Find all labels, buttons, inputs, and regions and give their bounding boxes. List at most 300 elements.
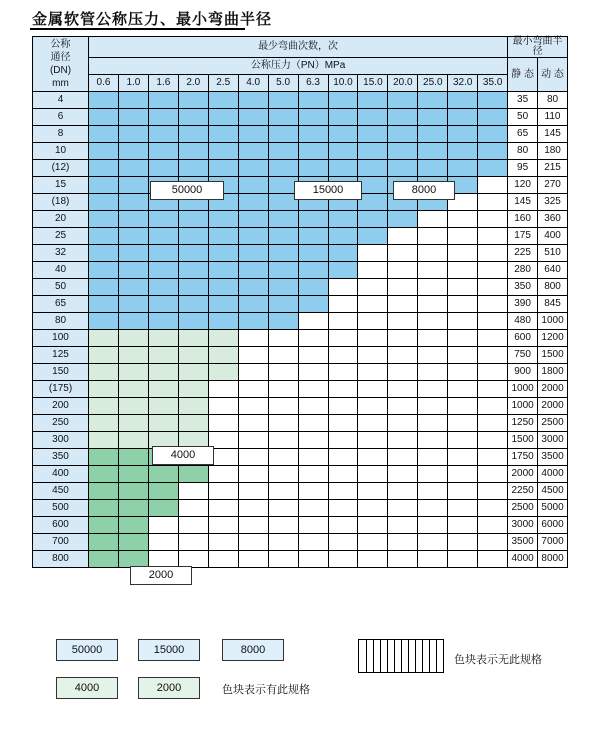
matrix-cell bbox=[388, 432, 418, 449]
hatch-line bbox=[373, 640, 374, 672]
matrix-cell bbox=[448, 500, 478, 517]
legend-item-50000: 50000 bbox=[56, 639, 118, 661]
matrix-cell bbox=[148, 126, 178, 143]
dynamic-radius-value: 1800 bbox=[538, 364, 568, 381]
pressure-header-15.0: 15.0 bbox=[358, 75, 388, 92]
matrix-cell bbox=[328, 517, 358, 534]
matrix-cell bbox=[478, 211, 508, 228]
dynamic-radius-value: 3500 bbox=[538, 449, 568, 466]
matrix-cell bbox=[298, 92, 328, 109]
matrix-cell bbox=[238, 109, 268, 126]
matrix-cell bbox=[448, 279, 478, 296]
matrix-cell bbox=[328, 364, 358, 381]
matrix-cell bbox=[148, 551, 178, 568]
matrix-cell bbox=[358, 160, 388, 177]
radius-dynamic-header: 动 态 bbox=[538, 58, 568, 92]
matrix-cell bbox=[448, 381, 478, 398]
matrix-cell bbox=[208, 534, 238, 551]
matrix-cell bbox=[148, 313, 178, 330]
matrix-cell bbox=[448, 347, 478, 364]
matrix-cell bbox=[478, 245, 508, 262]
pressure-header-2.0: 2.0 bbox=[178, 75, 208, 92]
static-radius-value: 900 bbox=[508, 364, 538, 381]
matrix-cell bbox=[358, 347, 388, 364]
matrix-cell bbox=[388, 381, 418, 398]
static-radius-value: 1250 bbox=[508, 415, 538, 432]
matrix-cell bbox=[238, 245, 268, 262]
dynamic-radius-value: 6000 bbox=[538, 517, 568, 534]
matrix-cell bbox=[478, 398, 508, 415]
matrix-cell bbox=[178, 126, 208, 143]
dynamic-radius-value: 1500 bbox=[538, 347, 568, 364]
matrix-cell bbox=[388, 364, 418, 381]
matrix-cell bbox=[298, 466, 328, 483]
matrix-cell bbox=[358, 296, 388, 313]
matrix-cell bbox=[178, 245, 208, 262]
matrix-cell bbox=[268, 313, 298, 330]
dn-value: 25 bbox=[33, 228, 89, 245]
matrix-cell bbox=[118, 279, 148, 296]
matrix-cell bbox=[208, 126, 238, 143]
matrix-cell bbox=[478, 160, 508, 177]
matrix-cell bbox=[118, 551, 148, 568]
pressure-header-35.0: 35.0 bbox=[478, 75, 508, 92]
matrix-cell bbox=[448, 398, 478, 415]
matrix-cell bbox=[298, 279, 328, 296]
matrix-cell bbox=[118, 415, 148, 432]
matrix-cell bbox=[208, 211, 238, 228]
matrix-cell bbox=[118, 534, 148, 551]
matrix-cell bbox=[118, 160, 148, 177]
matrix-cell bbox=[178, 279, 208, 296]
matrix-cell bbox=[178, 143, 208, 160]
dynamic-radius-value: 1000 bbox=[538, 313, 568, 330]
table-row bbox=[33, 483, 568, 500]
matrix-cell bbox=[448, 466, 478, 483]
matrix-cell bbox=[388, 92, 418, 109]
matrix-cell bbox=[298, 364, 328, 381]
matrix-cell bbox=[238, 551, 268, 568]
dn-header-cell bbox=[33, 37, 89, 92]
matrix-cell bbox=[148, 262, 178, 279]
matrix-cell bbox=[358, 330, 388, 347]
matrix-cell bbox=[388, 160, 418, 177]
pressure-header-20.0: 20.0 bbox=[388, 75, 418, 92]
matrix-cell bbox=[148, 415, 178, 432]
matrix-cell bbox=[358, 500, 388, 517]
hatch-line bbox=[429, 640, 430, 672]
dynamic-radius-value: 110 bbox=[538, 109, 568, 126]
matrix-cell bbox=[448, 126, 478, 143]
matrix-cell bbox=[238, 262, 268, 279]
matrix-cell bbox=[328, 211, 358, 228]
matrix-cell bbox=[238, 194, 268, 211]
matrix-cell bbox=[478, 109, 508, 126]
header-row-3 bbox=[33, 75, 568, 92]
matrix-cell bbox=[89, 262, 119, 279]
matrix-cell bbox=[418, 466, 448, 483]
dn-header-line-1: 公称 bbox=[50, 39, 71, 50]
matrix-cell bbox=[418, 551, 448, 568]
matrix-cell bbox=[148, 398, 178, 415]
matrix-cell bbox=[418, 313, 448, 330]
matrix-cell bbox=[418, 347, 448, 364]
matrix-cell bbox=[268, 500, 298, 517]
matrix-cell bbox=[328, 126, 358, 143]
matrix-cell bbox=[328, 109, 358, 126]
matrix-cell bbox=[268, 381, 298, 398]
matrix-cell bbox=[358, 194, 388, 211]
static-radius-value: 4000 bbox=[508, 551, 538, 568]
table-body bbox=[33, 92, 568, 568]
static-radius-value: 160 bbox=[508, 211, 538, 228]
matrix-cell bbox=[148, 296, 178, 313]
dn-header-line-3: (DN) bbox=[49, 65, 72, 76]
matrix-cell bbox=[178, 160, 208, 177]
static-radius-value: 3500 bbox=[508, 534, 538, 551]
matrix-cell bbox=[478, 262, 508, 279]
dynamic-radius-value: 5000 bbox=[538, 500, 568, 517]
pressure-header-32.0: 32.0 bbox=[448, 75, 478, 92]
matrix-cell bbox=[118, 449, 148, 466]
static-radius-value: 35 bbox=[508, 92, 538, 109]
matrix-cell bbox=[118, 211, 148, 228]
matrix-cell bbox=[418, 228, 448, 245]
table-head bbox=[33, 37, 568, 92]
matrix-cell bbox=[448, 449, 478, 466]
matrix-cell bbox=[478, 194, 508, 211]
matrix-cell bbox=[478, 500, 508, 517]
pressure-header-1.0: 1.0 bbox=[118, 75, 148, 92]
dynamic-radius-value: 640 bbox=[538, 262, 568, 279]
matrix-cell bbox=[358, 126, 388, 143]
static-radius-value: 280 bbox=[508, 262, 538, 279]
matrix-cell bbox=[418, 398, 448, 415]
matrix-cell bbox=[208, 143, 238, 160]
matrix-cell bbox=[298, 449, 328, 466]
matrix-cell bbox=[328, 160, 358, 177]
matrix-cell bbox=[478, 551, 508, 568]
matrix-cell bbox=[118, 364, 148, 381]
spec-table bbox=[32, 36, 568, 568]
matrix-cell bbox=[448, 415, 478, 432]
matrix-cell bbox=[89, 228, 119, 245]
matrix-cell bbox=[388, 449, 418, 466]
matrix-cell bbox=[89, 313, 119, 330]
matrix-cell bbox=[448, 330, 478, 347]
table-row bbox=[33, 143, 568, 160]
matrix-cell bbox=[118, 500, 148, 517]
matrix-cell bbox=[418, 500, 448, 517]
hatch-line bbox=[408, 640, 409, 672]
matrix-cell bbox=[118, 466, 148, 483]
matrix-cell bbox=[298, 500, 328, 517]
matrix-cell bbox=[148, 517, 178, 534]
matrix-cell bbox=[208, 228, 238, 245]
static-radius-value: 600 bbox=[508, 330, 538, 347]
matrix-cell bbox=[118, 228, 148, 245]
matrix-cell bbox=[328, 466, 358, 483]
matrix-cell bbox=[478, 466, 508, 483]
matrix-cell bbox=[418, 381, 448, 398]
static-radius-value: 175 bbox=[508, 228, 538, 245]
matrix-cell bbox=[448, 228, 478, 245]
dynamic-radius-value: 325 bbox=[538, 194, 568, 211]
matrix-cell bbox=[478, 483, 508, 500]
dynamic-radius-value: 400 bbox=[538, 228, 568, 245]
matrix-cell bbox=[298, 381, 328, 398]
matrix-cell bbox=[358, 279, 388, 296]
matrix-cell bbox=[358, 245, 388, 262]
matrix-cell bbox=[89, 398, 119, 415]
matrix-cell bbox=[118, 296, 148, 313]
matrix-cell bbox=[208, 347, 238, 364]
radius-static-header: 静 态 bbox=[508, 58, 538, 92]
matrix-cell bbox=[298, 483, 328, 500]
matrix-cell bbox=[208, 109, 238, 126]
matrix-cell bbox=[238, 364, 268, 381]
matrix-cell bbox=[148, 228, 178, 245]
matrix-cell bbox=[418, 517, 448, 534]
matrix-cell bbox=[448, 517, 478, 534]
matrix-cell bbox=[298, 330, 328, 347]
matrix-cell bbox=[89, 330, 119, 347]
dn-value: 10 bbox=[33, 143, 89, 160]
matrix-cell bbox=[298, 432, 328, 449]
matrix-cell bbox=[358, 364, 388, 381]
dynamic-radius-value: 360 bbox=[538, 211, 568, 228]
matrix-cell bbox=[358, 432, 388, 449]
dynamic-radius-value: 80 bbox=[538, 92, 568, 109]
matrix-cell bbox=[418, 330, 448, 347]
hatch-line bbox=[394, 640, 395, 672]
matrix-cell bbox=[148, 500, 178, 517]
matrix-cell bbox=[268, 551, 298, 568]
dn-value: 200 bbox=[33, 398, 89, 415]
dn-value: 4 bbox=[33, 92, 89, 109]
matrix-cell bbox=[118, 313, 148, 330]
matrix-cell bbox=[418, 415, 448, 432]
matrix-cell bbox=[238, 160, 268, 177]
matrix-cell bbox=[178, 262, 208, 279]
matrix-cell bbox=[268, 279, 298, 296]
matrix-cell bbox=[388, 228, 418, 245]
matrix-cell bbox=[268, 398, 298, 415]
matrix-cell bbox=[328, 228, 358, 245]
matrix-cell bbox=[418, 449, 448, 466]
dn-value: (18) bbox=[33, 194, 89, 211]
legend bbox=[32, 635, 568, 715]
matrix-cell bbox=[148, 466, 178, 483]
matrix-cell bbox=[478, 415, 508, 432]
matrix-cell bbox=[238, 381, 268, 398]
matrix-cell bbox=[148, 245, 178, 262]
matrix-cell bbox=[388, 279, 418, 296]
matrix-cell bbox=[328, 483, 358, 500]
matrix-cell bbox=[89, 415, 119, 432]
matrix-cell bbox=[388, 313, 418, 330]
matrix-cell bbox=[208, 381, 238, 398]
matrix-cell bbox=[388, 262, 418, 279]
dn-value: 40 bbox=[33, 262, 89, 279]
matrix-cell bbox=[328, 432, 358, 449]
matrix-cell bbox=[178, 347, 208, 364]
table-row bbox=[33, 245, 568, 262]
matrix-cell bbox=[208, 500, 238, 517]
dynamic-radius-value: 2000 bbox=[538, 398, 568, 415]
dn-value: 700 bbox=[33, 534, 89, 551]
matrix-cell bbox=[208, 483, 238, 500]
matrix-cell bbox=[238, 92, 268, 109]
matrix-cell bbox=[418, 245, 448, 262]
dynamic-radius-value: 270 bbox=[538, 177, 568, 194]
matrix-cell bbox=[268, 517, 298, 534]
matrix-cell bbox=[388, 126, 418, 143]
matrix-cell bbox=[118, 347, 148, 364]
legend-item-8000: 8000 bbox=[222, 639, 284, 661]
dn-value: (175) bbox=[33, 381, 89, 398]
radius-header: 最小弯曲半径 bbox=[508, 37, 568, 58]
matrix-cell bbox=[268, 126, 298, 143]
matrix-cell bbox=[388, 211, 418, 228]
matrix-cell bbox=[208, 330, 238, 347]
table-row bbox=[33, 534, 568, 551]
matrix-cell bbox=[418, 109, 448, 126]
dn-value: 450 bbox=[33, 483, 89, 500]
matrix-cell bbox=[418, 92, 448, 109]
dn-value: 50 bbox=[33, 279, 89, 296]
hatch-line bbox=[366, 640, 367, 672]
hatch-line bbox=[380, 640, 381, 672]
title-underline bbox=[30, 28, 245, 30]
dynamic-radius-value: 180 bbox=[538, 143, 568, 160]
matrix-cell bbox=[328, 415, 358, 432]
matrix-cell bbox=[89, 381, 119, 398]
dn-value: 350 bbox=[33, 449, 89, 466]
overlay-label-50000: 50000 bbox=[150, 181, 224, 200]
matrix-cell bbox=[358, 415, 388, 432]
matrix-cell bbox=[478, 449, 508, 466]
matrix-cell bbox=[268, 296, 298, 313]
matrix-cell bbox=[298, 262, 328, 279]
static-radius-value: 750 bbox=[508, 347, 538, 364]
matrix-cell bbox=[118, 245, 148, 262]
hatch-line bbox=[436, 640, 437, 672]
matrix-cell bbox=[178, 483, 208, 500]
table-row bbox=[33, 330, 568, 347]
matrix-cell bbox=[478, 313, 508, 330]
matrix-cell bbox=[448, 432, 478, 449]
matrix-cell bbox=[358, 381, 388, 398]
dn-header-line-2: 通径 bbox=[50, 52, 71, 63]
matrix-cell bbox=[268, 245, 298, 262]
overlay-label-4000: 4000 bbox=[152, 446, 214, 465]
dynamic-radius-value: 3000 bbox=[538, 432, 568, 449]
matrix-cell bbox=[298, 245, 328, 262]
table-row bbox=[33, 466, 568, 483]
matrix-cell bbox=[478, 381, 508, 398]
matrix-cell bbox=[238, 432, 268, 449]
matrix-cell bbox=[358, 92, 388, 109]
dn-value: 6 bbox=[33, 109, 89, 126]
matrix-cell bbox=[298, 143, 328, 160]
matrix-cell bbox=[268, 415, 298, 432]
matrix-cell bbox=[238, 398, 268, 415]
matrix-cell bbox=[178, 109, 208, 126]
matrix-cell bbox=[478, 92, 508, 109]
pressure-header: 公称压力（PN）MPa bbox=[89, 58, 508, 75]
matrix-cell bbox=[388, 483, 418, 500]
matrix-cell bbox=[268, 109, 298, 126]
matrix-cell bbox=[268, 262, 298, 279]
matrix-cell bbox=[328, 551, 358, 568]
matrix-cell bbox=[328, 262, 358, 279]
dynamic-radius-value: 7000 bbox=[538, 534, 568, 551]
matrix-cell bbox=[448, 551, 478, 568]
matrix-cell bbox=[298, 160, 328, 177]
matrix-cell bbox=[478, 143, 508, 160]
static-radius-value: 1500 bbox=[508, 432, 538, 449]
matrix-cell bbox=[178, 500, 208, 517]
matrix-cell bbox=[358, 466, 388, 483]
legend-hatch-swatch bbox=[358, 639, 444, 673]
matrix-cell bbox=[89, 160, 119, 177]
dynamic-radius-value: 1200 bbox=[538, 330, 568, 347]
dn-value: 250 bbox=[33, 415, 89, 432]
legend-note-available: 色块表示有此规格 bbox=[222, 684, 310, 696]
matrix-cell bbox=[328, 330, 358, 347]
matrix-cell bbox=[208, 517, 238, 534]
static-radius-value: 1000 bbox=[508, 398, 538, 415]
table-row bbox=[33, 160, 568, 177]
matrix-cell bbox=[89, 296, 119, 313]
matrix-cell bbox=[358, 262, 388, 279]
static-radius-value: 80 bbox=[508, 143, 538, 160]
dn-value: 150 bbox=[33, 364, 89, 381]
matrix-cell bbox=[208, 466, 238, 483]
matrix-cell bbox=[118, 177, 148, 194]
dn-value: (12) bbox=[33, 160, 89, 177]
matrix-cell bbox=[178, 364, 208, 381]
dynamic-radius-value: 845 bbox=[538, 296, 568, 313]
matrix-cell bbox=[208, 415, 238, 432]
matrix-cell bbox=[268, 347, 298, 364]
matrix-cell bbox=[238, 517, 268, 534]
matrix-cell bbox=[89, 432, 119, 449]
matrix-cell bbox=[358, 551, 388, 568]
static-radius-value: 145 bbox=[508, 194, 538, 211]
matrix-cell bbox=[89, 126, 119, 143]
dn-value: 300 bbox=[33, 432, 89, 449]
matrix-cell bbox=[328, 143, 358, 160]
static-radius-value: 95 bbox=[508, 160, 538, 177]
matrix-cell bbox=[268, 228, 298, 245]
matrix-cell bbox=[388, 551, 418, 568]
matrix-cell bbox=[298, 313, 328, 330]
matrix-cell bbox=[238, 296, 268, 313]
matrix-cell bbox=[238, 228, 268, 245]
matrix-cell bbox=[388, 330, 418, 347]
overlay-label-8000: 8000 bbox=[393, 181, 455, 200]
matrix-cell bbox=[298, 126, 328, 143]
dynamic-radius-value: 2000 bbox=[538, 381, 568, 398]
matrix-cell bbox=[388, 534, 418, 551]
matrix-cell bbox=[238, 466, 268, 483]
dn-value: 65 bbox=[33, 296, 89, 313]
matrix-cell bbox=[208, 398, 238, 415]
matrix-cell bbox=[89, 177, 119, 194]
matrix-cell bbox=[89, 466, 119, 483]
